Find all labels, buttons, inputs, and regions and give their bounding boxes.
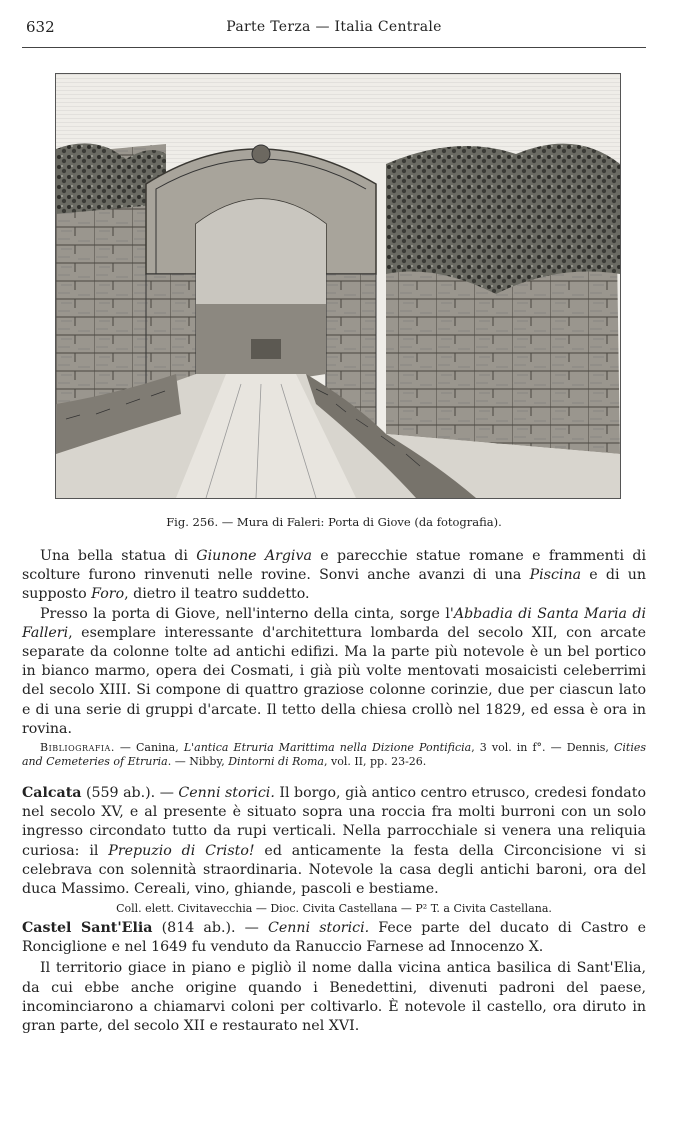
text-run: e di un supposto xyxy=(22,567,646,603)
place-name: Calcata xyxy=(22,785,82,801)
section-faleri xyxy=(22,547,646,769)
bibliography-label: Bibliografia. xyxy=(40,741,115,755)
text-run: Una bella statua di xyxy=(40,548,197,564)
paragraph-abbadia xyxy=(22,605,646,739)
figure-caption: Fig. 256. — Mura di Faleri: Porta di Giove (da fotografia). xyxy=(166,515,502,529)
text-italic: Abbadia di Santa Maria di Falleri xyxy=(22,605,646,641)
running-title: Parte Terza — Italia Centrale xyxy=(226,19,442,35)
text-run: , 3 vol. in f°. — Dennis, xyxy=(471,741,614,755)
text-italic: Piscina xyxy=(529,567,582,584)
text-run: Presso la porta di Giove, nell'interno della cinta, sorge l' xyxy=(40,605,454,622)
place-name: Castel Sant'Elia xyxy=(22,920,153,936)
bibliography xyxy=(22,741,646,769)
calcata-note: Coll. elett. Civitavecchia — Dioc. Civita Castellana — P² T. a Civita Castellana. xyxy=(116,902,552,916)
bibliography-text xyxy=(22,741,646,769)
text-run: — Canina, xyxy=(114,741,184,755)
paragraph-statue xyxy=(22,547,646,605)
paragraph-castel-1 xyxy=(22,919,646,957)
text-run: Il borgo, già antico centro etrusco, credesi fondato nel secolo XV, e al presente è situato sopra una roccia fra molti burroni con un solo ingresso circondato tutto da rupi verticali. Nella parrocchiale si venera una reliquia curiosa: il xyxy=(22,785,646,859)
text-run: e parecchie statue romane e frammenti di scolture furono rinvenuti nelle rovine. Sonvi anche avanzi di una xyxy=(22,548,646,584)
section-calcata xyxy=(22,784,646,916)
text-run: (559 ab.). — xyxy=(81,785,179,801)
text-italic: Giunone Argiva xyxy=(196,548,312,564)
section-castel-sant-elia xyxy=(22,919,646,1036)
header-rule xyxy=(22,47,646,48)
text-run: , esemplare interessante d'architettura lombarda del secolo XII, con arcate separate da colonne tolte ad antichi edifizi. Ma la parte più notevole è un bel portico in bianco marmo, opera dei Cosmati, i già più volte mentovati mosaicisti celeberrimi del secolo XIII. Si compone di quattro graziose colonne corinzie, due per ciascun lato e di una serie di gruppi d'arcate. Il tetto della chiesa crollò nel 1829, ed essa è ora in rovina. xyxy=(22,624,646,737)
text-italic: Cenni storici. xyxy=(268,920,370,936)
paragraph-calcata xyxy=(22,784,646,899)
text-italic: Dintorni di Roma xyxy=(228,755,324,769)
text-italic: L'antica Etruria Marittima nella Dizione Pontificia xyxy=(183,741,472,755)
text-run: . — Nibby, xyxy=(167,755,229,769)
text-run: Fece parte del ducato di Castro e Ronciglione e nel 1649 fu venduto da Ranuccio Farnese ad Innocenzo X. xyxy=(22,920,647,956)
text-run: (814 ab.). — xyxy=(152,920,269,936)
text-italic: Cenni storici. xyxy=(178,785,275,801)
engraving-porta-di-giove xyxy=(55,73,621,499)
running-header xyxy=(22,18,646,40)
text-run: ed anticamente la festa della Circoncisione vi si celebrava con solennità straordinaria. Notevole la casa degli antichi baroni, ora del duca Massimo. Cereali, vino, ghiande, pascoli e bestiame. xyxy=(22,842,646,898)
page-number: 632 xyxy=(26,18,55,36)
text-italic: Prepuzio di Cristo! xyxy=(108,842,255,859)
text-italic: Foro xyxy=(91,586,125,603)
paragraph-castel-2: Il territorio giace in piano e pigliò il nome dalla vicina antica basilica di Sant'Elia, da cui ebbe anche origine quando i Benedettini, divenuti padroni del paese, incominciarono a chiamarvi coloni per coltivarlo. È notevole il castello, ora diruto in gran parte, del secolo XII e restaurato nel XVI. xyxy=(22,960,646,1035)
text-run: , vol. II, pp. 23-26. xyxy=(323,755,427,769)
text-run: , dietro il teatro suddetto. xyxy=(124,586,310,603)
text-italic: Cities and Cemeteries of Etruria xyxy=(22,741,646,769)
